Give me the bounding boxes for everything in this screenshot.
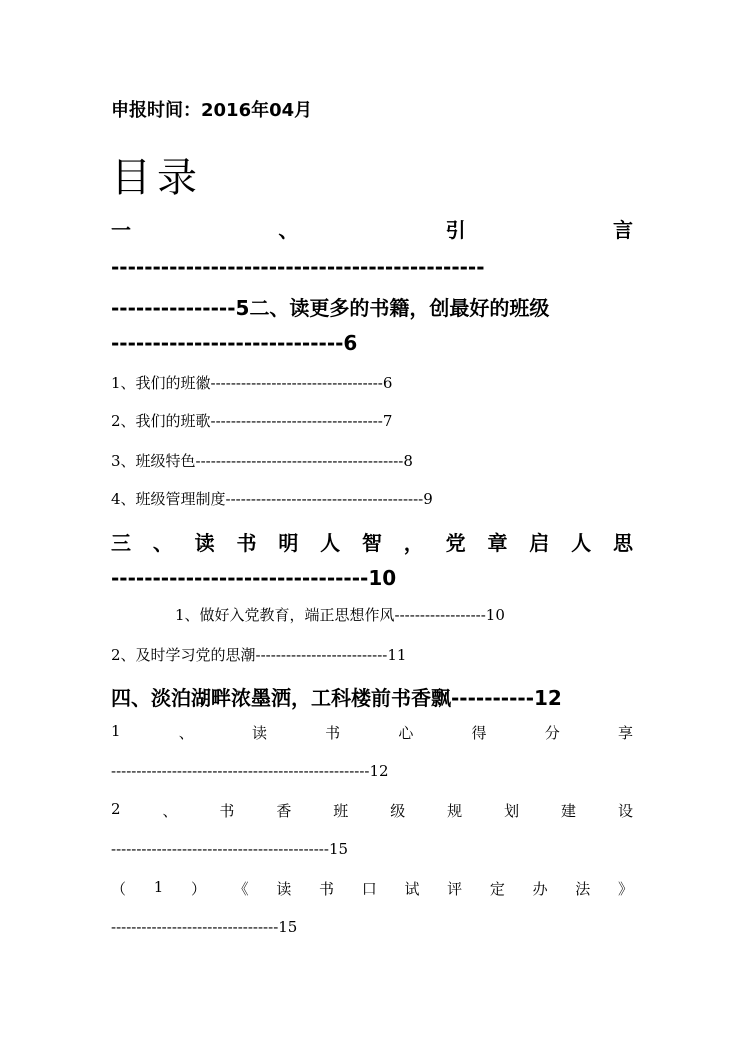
toc-entry-section-2 — [111, 292, 633, 321]
toc-char: 书 — [319, 880, 335, 898]
toc-char: 书 — [236, 531, 257, 555]
toc-page-number: 15 — [278, 918, 298, 936]
toc-char: 章 — [487, 531, 508, 555]
toc-entry-item-tail — [111, 918, 633, 936]
toc-char: 言 — [612, 218, 633, 242]
toc-page-number: 10 — [485, 606, 505, 624]
toc-char: 启 — [529, 531, 550, 555]
toc-section-1-heading — [111, 214, 633, 243]
toc-entry-section-3-tail — [111, 566, 633, 590]
toc-char: 人 — [320, 531, 341, 555]
toc-char: 法 — [575, 880, 591, 898]
toc-char: 、 — [278, 218, 299, 242]
toc-char: 党 — [445, 531, 466, 555]
toc-char: 口 — [361, 880, 377, 898]
toc-page-number: 8 — [403, 452, 413, 470]
toc-entry-item — [111, 372, 633, 393]
toc-entry-item — [111, 450, 633, 471]
toc-leader-dashes: ----------------------------------------- — [195, 452, 404, 470]
toc-leader-dashes: ------------------------------- — [111, 566, 369, 590]
toc-leader-dashes: -------------------------- — [255, 646, 388, 664]
toc-char: 、 — [162, 802, 178, 820]
toc-char: 心 — [398, 724, 414, 742]
toc-char: 智 — [361, 531, 382, 555]
toc-char: 《 — [233, 880, 249, 898]
toc-char: 办 — [532, 880, 548, 898]
toc-char: 设 — [617, 802, 633, 820]
toc-entry-label: 4、班级管理制度 — [111, 490, 226, 508]
toc-char: 试 — [404, 880, 420, 898]
toc-page-number: 10 — [368, 566, 397, 590]
toc-char: ） — [190, 880, 206, 898]
toc-char: 三 — [111, 531, 131, 555]
toc-char: 明 — [278, 531, 299, 555]
toc-title: 目录 — [111, 155, 203, 201]
toc-leader-dashes: --------------------------------------------------- — [111, 762, 370, 780]
toc-page-number: 15 — [328, 840, 349, 858]
toc-entry-item-spread — [111, 800, 633, 821]
toc-char: 香 — [276, 802, 292, 820]
toc-leader-dashes: ---------------------------- — [111, 331, 344, 355]
toc-entry-section-4 — [111, 682, 633, 711]
toc-char: 读 — [194, 531, 215, 555]
toc-char: ， — [403, 531, 424, 555]
toc-entry-label: 1、做好入党教育，端正思想作风 — [175, 606, 395, 624]
toc-char: 》 — [617, 880, 633, 898]
toc-leader-dashes: --------------- — [111, 296, 236, 320]
toc-entry-section-2-tail — [111, 331, 633, 355]
toc-entry-item-tail — [111, 762, 633, 780]
toc-entry-item — [111, 410, 633, 431]
toc-char: 读 — [276, 880, 292, 898]
toc-char: 思 — [612, 531, 633, 555]
toc-section-3-heading — [111, 527, 633, 556]
toc-char: 定 — [489, 880, 505, 898]
toc-char: 1 — [111, 722, 121, 740]
toc-char: 评 — [447, 880, 463, 898]
toc-char: 人 — [571, 531, 592, 555]
toc-char: 建 — [561, 802, 577, 820]
toc-leader-dashes: ------------------ — [394, 606, 486, 624]
toc-char: 、 — [178, 724, 194, 742]
toc-page-number: 9 — [423, 490, 433, 508]
toc-char: 书 — [219, 802, 235, 820]
toc-entry-label: 3、班级特色 — [111, 452, 196, 470]
toc-entry-label: 2、及时学习党的思潮 — [111, 646, 256, 664]
toc-char: 引 — [445, 218, 466, 242]
toc-leader-dashes: ---------- — [451, 686, 535, 710]
toc-page-number: 6 — [343, 331, 358, 355]
toc-leader-dashes: --------------------------------------------- — [111, 255, 485, 279]
toc-leader-dashes: ---------------------------------- — [210, 374, 383, 392]
toc-page-number: 12 — [534, 686, 562, 710]
toc-entry-label: 2、我们的班歌 — [111, 412, 211, 430]
toc-entry-label: 二、读更多的书籍，创最好的班级 — [249, 296, 550, 320]
toc-char: 得 — [471, 724, 487, 742]
toc-char: 划 — [504, 802, 520, 820]
toc-char: 2 — [111, 800, 121, 818]
toc-char: 1 — [153, 878, 164, 896]
toc-char: 班 — [333, 802, 349, 820]
toc-char: 规 — [447, 802, 463, 820]
declaration-date: 申报时间：2016年04月 — [111, 100, 313, 121]
toc-page-number: 7 — [382, 412, 393, 430]
toc-entry-label: 1、我们的班徽 — [111, 374, 211, 392]
toc-leader-dashes: --------------------------------------- — [225, 490, 424, 508]
toc-page-number: 12 — [369, 762, 389, 780]
toc-entry-item — [111, 488, 633, 509]
toc-entry-item-tail — [111, 840, 633, 858]
toc-leader-dashes: ------------------------------------------- — [111, 840, 329, 858]
toc-page-number: 5 — [235, 296, 250, 320]
toc-char: （ — [111, 880, 127, 898]
toc-entry-item — [175, 604, 633, 625]
toc-entry-item-spread — [111, 722, 633, 743]
toc-leader-dashes: ---------------------------------- — [210, 412, 383, 430]
toc-entry-item-spread — [111, 878, 633, 899]
toc-leader-dashes: --------------------------------- — [111, 918, 279, 936]
toc-char: 读 — [251, 724, 267, 742]
toc-char: 享 — [617, 724, 633, 742]
toc-char: 级 — [390, 802, 406, 820]
toc-entry-label: 四、淡泊湖畔浓墨洒，工科楼前书香飘 — [111, 686, 451, 710]
toc-char: 分 — [544, 724, 560, 742]
toc-char: 、 — [152, 531, 173, 555]
toc-char: 一 — [111, 218, 131, 242]
toc-char: 书 — [325, 724, 341, 742]
toc-page-number: 6 — [382, 374, 393, 392]
toc-page-number: 11 — [387, 646, 407, 664]
toc-entry-item — [111, 644, 633, 665]
